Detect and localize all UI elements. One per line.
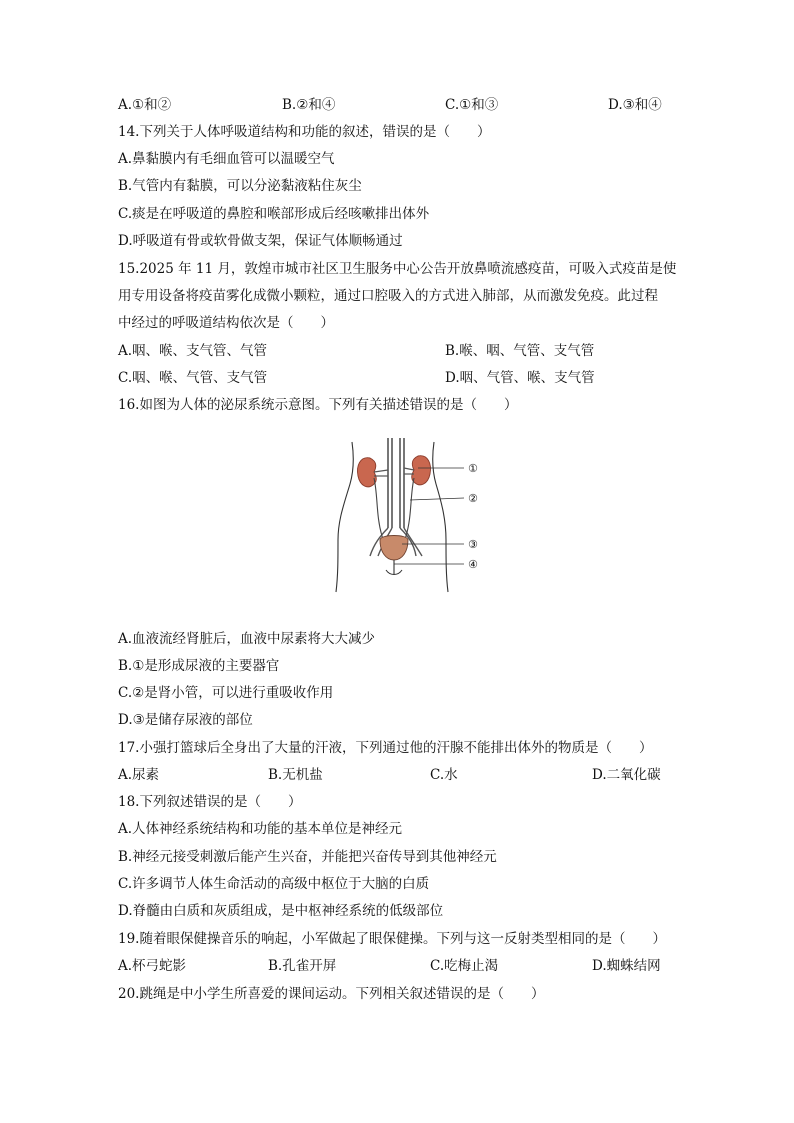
q18-option-a: A.人体神经系统结构和功能的基本单位是神经元 (118, 821, 403, 837)
figure-label-1: ① (468, 462, 478, 475)
q17-stem: 17.小强打篮球后全身出了大量的汗液，下列通过他的汗腺不能排出体外的物质是（ ） (118, 740, 653, 756)
q14-option-b: B.气管内有黏膜，可以分泌黏液粘住灰尘 (118, 178, 362, 194)
q16-option-b: B.①是形成尿液的主要器官 (118, 658, 280, 674)
q19-option-d: D.蜘蛛结网 (592, 958, 661, 974)
q15-option-b: B.喉、咽、气管、支气管 (445, 343, 595, 359)
figure-label-4: ④ (468, 558, 478, 571)
q18-option-b: B.神经元接受刺激后能产生兴奋，并能把兴奋传导到其他神经元 (118, 849, 497, 865)
body-outline-right (433, 442, 448, 592)
bladder (380, 536, 408, 561)
q15-stem-line-2: 用专用设备将疫苗雾化成微小颗粒，通过口腔吸入的方式进入肺部，从而激发免疫。此过程 (118, 288, 658, 304)
q15-option-a: A.咽、喉、支气管、气管 (118, 343, 268, 359)
q18-stem: 18.下列叙述错误的是（ ） (118, 794, 302, 810)
q17-option-d: D.二氧化碳 (592, 767, 661, 783)
q13-option-c: C.①和③ (445, 97, 499, 113)
left-kidney (358, 458, 377, 487)
q20-stem: 20.跳绳是中小学生所喜爱的课间运动。下列相关叙述错误的是（ ） (118, 986, 545, 1002)
q15-stem-line-3: 中经过的呼吸道结构依次是（ ） (118, 315, 334, 331)
q17-option-a: A.尿素 (118, 767, 160, 783)
q15-option-d: D.咽、气管、喉、支气管 (445, 370, 595, 386)
figure-label-3: ③ (468, 538, 478, 551)
q15-option-c: C.咽、喉、气管、支气管 (118, 370, 268, 386)
q14-option-d: D.呼吸道有骨或软骨做支架，保证气体顺畅通过 (118, 233, 403, 249)
q16-option-c: C.②是肾小管，可以进行重吸收作用 (118, 685, 334, 701)
urinary-system-figure (330, 436, 490, 594)
q13-option-a: A.①和② (118, 97, 172, 113)
q13-option-d: D.③和④ (608, 97, 662, 113)
body-outline-left (336, 442, 353, 592)
q18-option-c: C.许多调节人体生命活动的高级中枢位于大脑的白质 (118, 876, 430, 892)
q17-option-b: B.无机盐 (268, 767, 323, 783)
figure-label-2: ② (468, 492, 478, 505)
q19-option-c: C.吃梅止渴 (430, 958, 499, 974)
q14-option-a: A.鼻黏膜内有毛细血管可以温暖空气 (118, 151, 335, 167)
q15-stem-line-1: 15.2025 年 11 月，敦煌市城市社区卫生服务中心公告开放鼻喷流感疫苗，可吸入式疫苗是使 (118, 261, 677, 277)
q18-option-d: D.脊髓由白质和灰质组成，是中枢神经系统的低级部位 (118, 903, 444, 919)
q14-option-c: C.痰是在呼吸道的鼻腔和喉部形成后经咳嗽排出体外 (118, 206, 430, 222)
q14-stem: 14.下列关于人体呼吸道结构和功能的叙述，错误的是（ ） (118, 124, 491, 140)
q17-option-c: C.水 (430, 767, 458, 783)
q16-stem: 16.如图为人体的泌尿系统示意图。下列有关描述错误的是（ ） (118, 397, 518, 413)
right-kidney (412, 456, 431, 485)
q19-option-b: B.孔雀开屏 (268, 958, 337, 974)
q19-option-a: A.杯弓蛇影 (118, 958, 187, 974)
q16-option-d: D.③是储存尿液的部位 (118, 712, 253, 728)
q16-option-a: A.血液流经肾脏后，血液中尿素将大大减少 (118, 631, 376, 647)
q13-option-b: B.②和④ (282, 97, 336, 113)
q19-stem: 19.随着眼保健操音乐的响起，小军做起了眼保健操。下列与这一反射类型相同的是（ ） (118, 931, 666, 947)
